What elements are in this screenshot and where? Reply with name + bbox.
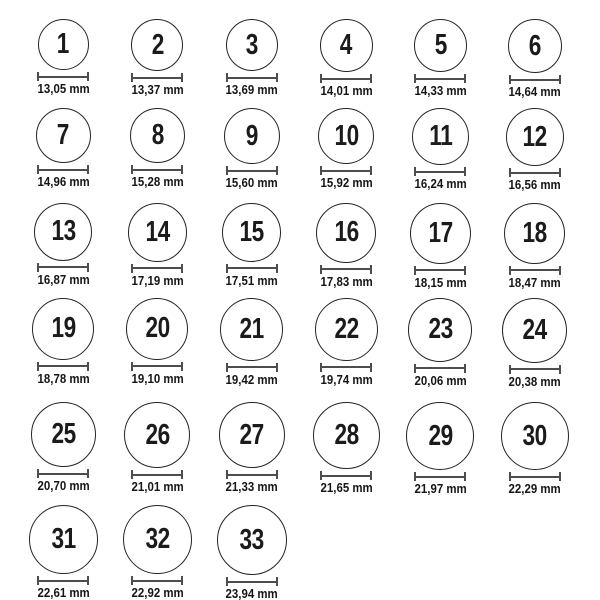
ring-circle (124, 402, 190, 468)
ring-circle (126, 298, 188, 360)
dimension-line-bar (322, 170, 370, 172)
dimension-line-bar (416, 78, 464, 80)
dimension-line-bar (133, 365, 181, 367)
ring-circle (502, 298, 567, 363)
ring-size-number: 28 (333, 419, 359, 452)
ring-size-number: 15 (239, 215, 265, 248)
ring-size-cell (299, 203, 393, 290)
diameter-label: 22,61 mm (37, 585, 90, 600)
ring-circle (32, 298, 94, 360)
ring-size-cell (205, 19, 299, 99)
dimension-tick-right (276, 73, 278, 82)
ring-size-number: 18 (522, 216, 548, 249)
diameter-dimension-line (509, 168, 561, 177)
diameter-label: 19,10 mm (131, 370, 184, 386)
ring-size-cell (110, 108, 204, 192)
dimension-tick-right (87, 469, 89, 478)
ring-size-number: 12 (522, 120, 548, 153)
ring-size-number: 33 (239, 523, 265, 556)
diameter-label: 13,05 mm (37, 81, 90, 96)
diameter-dimension-line (320, 74, 372, 83)
dimension-line-bar (228, 77, 276, 79)
ring-size-cell (393, 203, 487, 290)
dimension-line-bar (228, 366, 276, 368)
dimension-line-bar (39, 473, 87, 475)
chart-row (16, 505, 582, 600)
dimension-tick-right (181, 576, 183, 585)
diameter-label: 21,97 mm (414, 481, 467, 497)
dimension-line-bar (416, 269, 464, 271)
dimension-tick-right (87, 165, 89, 174)
dimension-line-bar (511, 79, 559, 81)
ring-size-cell (299, 19, 393, 99)
dimension-tick-right (464, 167, 466, 176)
diameter-dimension-line (509, 266, 561, 275)
ring-size-number: 23 (428, 313, 453, 346)
diameter-label: 14,96 mm (37, 174, 90, 190)
dimension-tick-right (559, 472, 561, 481)
ring-size-number: 9 (245, 119, 258, 152)
ring-circle (128, 203, 187, 262)
ring-size-cell (488, 108, 582, 192)
dimension-tick-right (181, 73, 183, 82)
ring-size-number: 10 (333, 119, 359, 152)
dimension-line-bar (133, 267, 181, 269)
dimension-line-bar (511, 368, 559, 370)
dimension-line-bar (228, 581, 276, 583)
dimension-tick-right (559, 266, 561, 275)
ring-size-cell (110, 402, 204, 496)
dimension-tick-right (370, 166, 372, 175)
dimension-line-bar (133, 580, 181, 582)
diameter-label: 14,64 mm (508, 84, 561, 99)
chart-row (16, 108, 582, 192)
ring-circle (410, 203, 471, 264)
diameter-label: 22,29 mm (508, 481, 561, 497)
dimension-tick-right (464, 266, 466, 275)
dimension-line-bar (416, 367, 464, 369)
ring-size-number: 21 (239, 312, 265, 345)
diameter-dimension-line (131, 73, 183, 82)
diameter-label: 14,01 mm (320, 83, 373, 98)
ring-size-cell (205, 298, 299, 389)
diameter-label: 16,56 mm (508, 177, 561, 193)
diameter-label: 13,69 mm (225, 82, 278, 97)
ring-size-cell (16, 298, 110, 389)
diameter-dimension-line (414, 74, 466, 83)
dimension-line-bar (228, 267, 276, 269)
dimension-line-bar (39, 580, 87, 582)
dimension-tick-right (181, 362, 183, 371)
diameter-label: 16,87 mm (37, 271, 90, 287)
ring-size-cell (110, 298, 204, 389)
diameter-dimension-line (131, 362, 183, 371)
diameter-dimension-line (509, 75, 561, 84)
diameter-label: 16,24 mm (414, 176, 467, 192)
ring-size-number: 27 (239, 418, 265, 451)
ring-size-number: 32 (145, 523, 170, 556)
ring-circle (222, 203, 281, 262)
diameter-dimension-line (320, 363, 372, 372)
diameter-dimension-line (509, 472, 561, 481)
dimension-line-bar (322, 475, 370, 477)
ring-size-number: 26 (145, 418, 170, 451)
diameter-label: 15,60 mm (225, 175, 278, 191)
ring-size-cell (16, 505, 110, 600)
ring-size-number: 4 (340, 29, 353, 61)
diameter-dimension-line (320, 265, 372, 274)
ring-size-cell (299, 402, 393, 496)
ring-circle (313, 402, 380, 469)
dimension-line-bar (39, 365, 87, 367)
ring-size-number: 5 (434, 29, 447, 61)
ring-size-cell (488, 298, 582, 389)
ring-circle (504, 203, 565, 264)
ring-size-number: 11 (428, 120, 453, 153)
dimension-line-bar (322, 268, 370, 270)
ring-size-number: 30 (522, 419, 548, 452)
ring-size-cell (393, 108, 487, 192)
dimension-line-bar (228, 474, 276, 476)
ring-size-number: 8 (151, 119, 164, 152)
chart-row (16, 19, 582, 99)
diameter-dimension-line (226, 264, 278, 273)
diameter-label: 21,65 mm (320, 480, 373, 496)
dimension-line-bar (416, 476, 464, 478)
ring-size-number: 20 (145, 312, 170, 345)
dimension-line-bar (39, 169, 87, 171)
ring-size-number: 6 (528, 29, 541, 62)
ring-size-cell (110, 505, 204, 600)
ring-circle (217, 505, 287, 575)
dimension-tick-right (370, 471, 372, 480)
diameter-dimension-line (37, 263, 89, 272)
diameter-dimension-line (226, 470, 278, 479)
ring-circle (412, 108, 469, 165)
ring-size-cell (110, 203, 204, 290)
dimension-tick-right (559, 168, 561, 177)
diameter-label: 19,74 mm (320, 371, 373, 387)
ring-circle (320, 19, 373, 72)
dimension-line-bar (511, 269, 559, 271)
dimension-line-bar (511, 172, 559, 174)
ring-size-cell (393, 402, 487, 496)
ring-size-number: 24 (522, 313, 548, 346)
dimension-line-bar (39, 76, 87, 78)
dimension-tick-right (181, 165, 183, 174)
diameter-dimension-line (131, 264, 183, 273)
ring-size-cell (205, 108, 299, 192)
diameter-dimension-line (414, 472, 466, 481)
diameter-dimension-line (37, 576, 89, 585)
diameter-dimension-line (37, 72, 89, 81)
ring-size-cell (488, 19, 582, 99)
ring-size-cell (16, 203, 110, 290)
dimension-line-bar (39, 266, 87, 268)
ring-circle (34, 203, 92, 261)
diameter-dimension-line (320, 166, 372, 175)
ring-circle (406, 402, 474, 470)
diameter-dimension-line (414, 266, 466, 275)
ring-size-number: 1 (57, 28, 70, 60)
dimension-tick-right (276, 264, 278, 273)
diameter-dimension-line (414, 167, 466, 176)
ring-size-number: 29 (428, 419, 453, 452)
diameter-label: 15,28 mm (131, 174, 184, 190)
ring-size-number: 2 (151, 28, 164, 61)
diameter-dimension-line (226, 363, 278, 372)
diameter-label: 17,83 mm (320, 273, 373, 289)
ring-size-cell (205, 505, 299, 600)
dimension-tick-right (559, 365, 561, 374)
dimension-tick-right (87, 362, 89, 371)
ring-circle (220, 298, 283, 361)
ring-size-number: 22 (333, 312, 359, 345)
ring-size-cell (16, 108, 110, 192)
dimension-tick-right (464, 472, 466, 481)
ring-size-cell (110, 19, 204, 99)
dimension-line-bar (322, 78, 370, 80)
ring-circle (219, 402, 285, 468)
diameter-dimension-line (37, 469, 89, 478)
diameter-dimension-line (37, 362, 89, 371)
diameter-label: 13,37 mm (131, 82, 184, 97)
ring-size-number: 17 (428, 216, 453, 249)
diameter-dimension-line (131, 576, 183, 585)
diameter-dimension-line (414, 364, 466, 373)
ring-size-cell (488, 402, 582, 496)
dimension-line-bar (133, 474, 181, 476)
ring-size-number: 3 (245, 28, 258, 61)
ring-circle (408, 298, 472, 362)
diameter-label: 19,42 mm (225, 371, 278, 387)
dimension-tick-right (464, 74, 466, 83)
diameter-label: 22,92 mm (131, 585, 184, 600)
ring-size-cell (393, 298, 487, 389)
diameter-dimension-line (131, 470, 183, 479)
ring-circle (315, 298, 378, 361)
diameter-label: 20,70 mm (37, 478, 90, 494)
ring-circle (501, 402, 569, 470)
dimension-tick-right (370, 265, 372, 274)
dimension-tick-right (464, 364, 466, 373)
ring-size-cell (299, 108, 393, 192)
diameter-label: 18,47 mm (508, 274, 561, 290)
ring-circle (414, 19, 467, 72)
dimension-line-bar (228, 170, 276, 172)
diameter-label: 17,19 mm (131, 272, 184, 288)
ring-circle (130, 108, 185, 163)
ring-size-number: 31 (50, 523, 76, 556)
ring-size-cell (205, 402, 299, 496)
ring-size-cell (393, 19, 487, 99)
ring-circle (131, 19, 183, 71)
ring-circle (506, 108, 564, 166)
diameter-dimension-line (320, 471, 372, 480)
ring-size-cell (299, 298, 393, 389)
diameter-dimension-line (226, 577, 278, 586)
diameter-label: 20,06 mm (414, 372, 467, 388)
dimension-tick-right (87, 263, 89, 272)
ring-circle (316, 203, 376, 263)
ring-size-cell (205, 203, 299, 290)
ring-size-number: 7 (57, 119, 70, 152)
dimension-line-bar (322, 366, 370, 368)
ring-circle (36, 108, 91, 163)
dimension-tick-right (559, 75, 561, 84)
ring-circle (508, 19, 562, 73)
dimension-tick-right (276, 166, 278, 175)
dimension-tick-right (276, 470, 278, 479)
dimension-tick-right (181, 470, 183, 479)
chart-row (16, 203, 582, 290)
dimension-tick-right (370, 363, 372, 372)
ring-circle (38, 19, 89, 70)
diameter-dimension-line (37, 165, 89, 174)
ring-size-cell (16, 19, 110, 99)
ring-circle (31, 402, 96, 467)
ring-size-cell (488, 203, 582, 290)
diameter-label: 21,33 mm (225, 479, 278, 495)
ring-circle (224, 108, 280, 164)
dimension-line-bar (133, 77, 181, 79)
ring-size-cell (16, 402, 110, 496)
diameter-label: 15,92 mm (320, 175, 373, 191)
ring-size-number: 16 (333, 216, 359, 249)
ring-size-number: 19 (50, 312, 76, 345)
dimension-tick-right (87, 72, 89, 81)
diameter-label: 20,38 mm (508, 373, 561, 389)
ring-circle (318, 108, 374, 164)
dimension-tick-right (276, 577, 278, 586)
diameter-dimension-line (226, 73, 278, 82)
ring-circle (123, 505, 192, 574)
dimension-line-bar (511, 476, 559, 478)
diameter-dimension-line (131, 165, 183, 174)
diameter-dimension-line (509, 365, 561, 374)
diameter-label: 17,51 mm (225, 272, 278, 288)
dimension-tick-right (87, 576, 89, 585)
diameter-label: 14,33 mm (414, 83, 467, 98)
dimension-tick-right (370, 74, 372, 83)
ring-size-number: 25 (50, 418, 76, 451)
ring-size-number: 14 (145, 215, 170, 248)
diameter-label: 18,78 mm (37, 370, 90, 386)
dimension-line-bar (416, 171, 464, 173)
diameter-label: 18,15 mm (414, 274, 467, 290)
ring-size-number: 13 (50, 215, 76, 248)
diameter-label: 23,94 mm (225, 586, 278, 600)
ring-circle (29, 505, 98, 574)
dimension-tick-right (276, 363, 278, 372)
dimension-line-bar (133, 169, 181, 171)
ring-circle (226, 19, 278, 71)
diameter-label: 21,01 mm (131, 479, 184, 495)
diameter-dimension-line (226, 166, 278, 175)
dimension-tick-right (181, 264, 183, 273)
chart-row (16, 402, 582, 496)
chart-row (16, 298, 582, 389)
